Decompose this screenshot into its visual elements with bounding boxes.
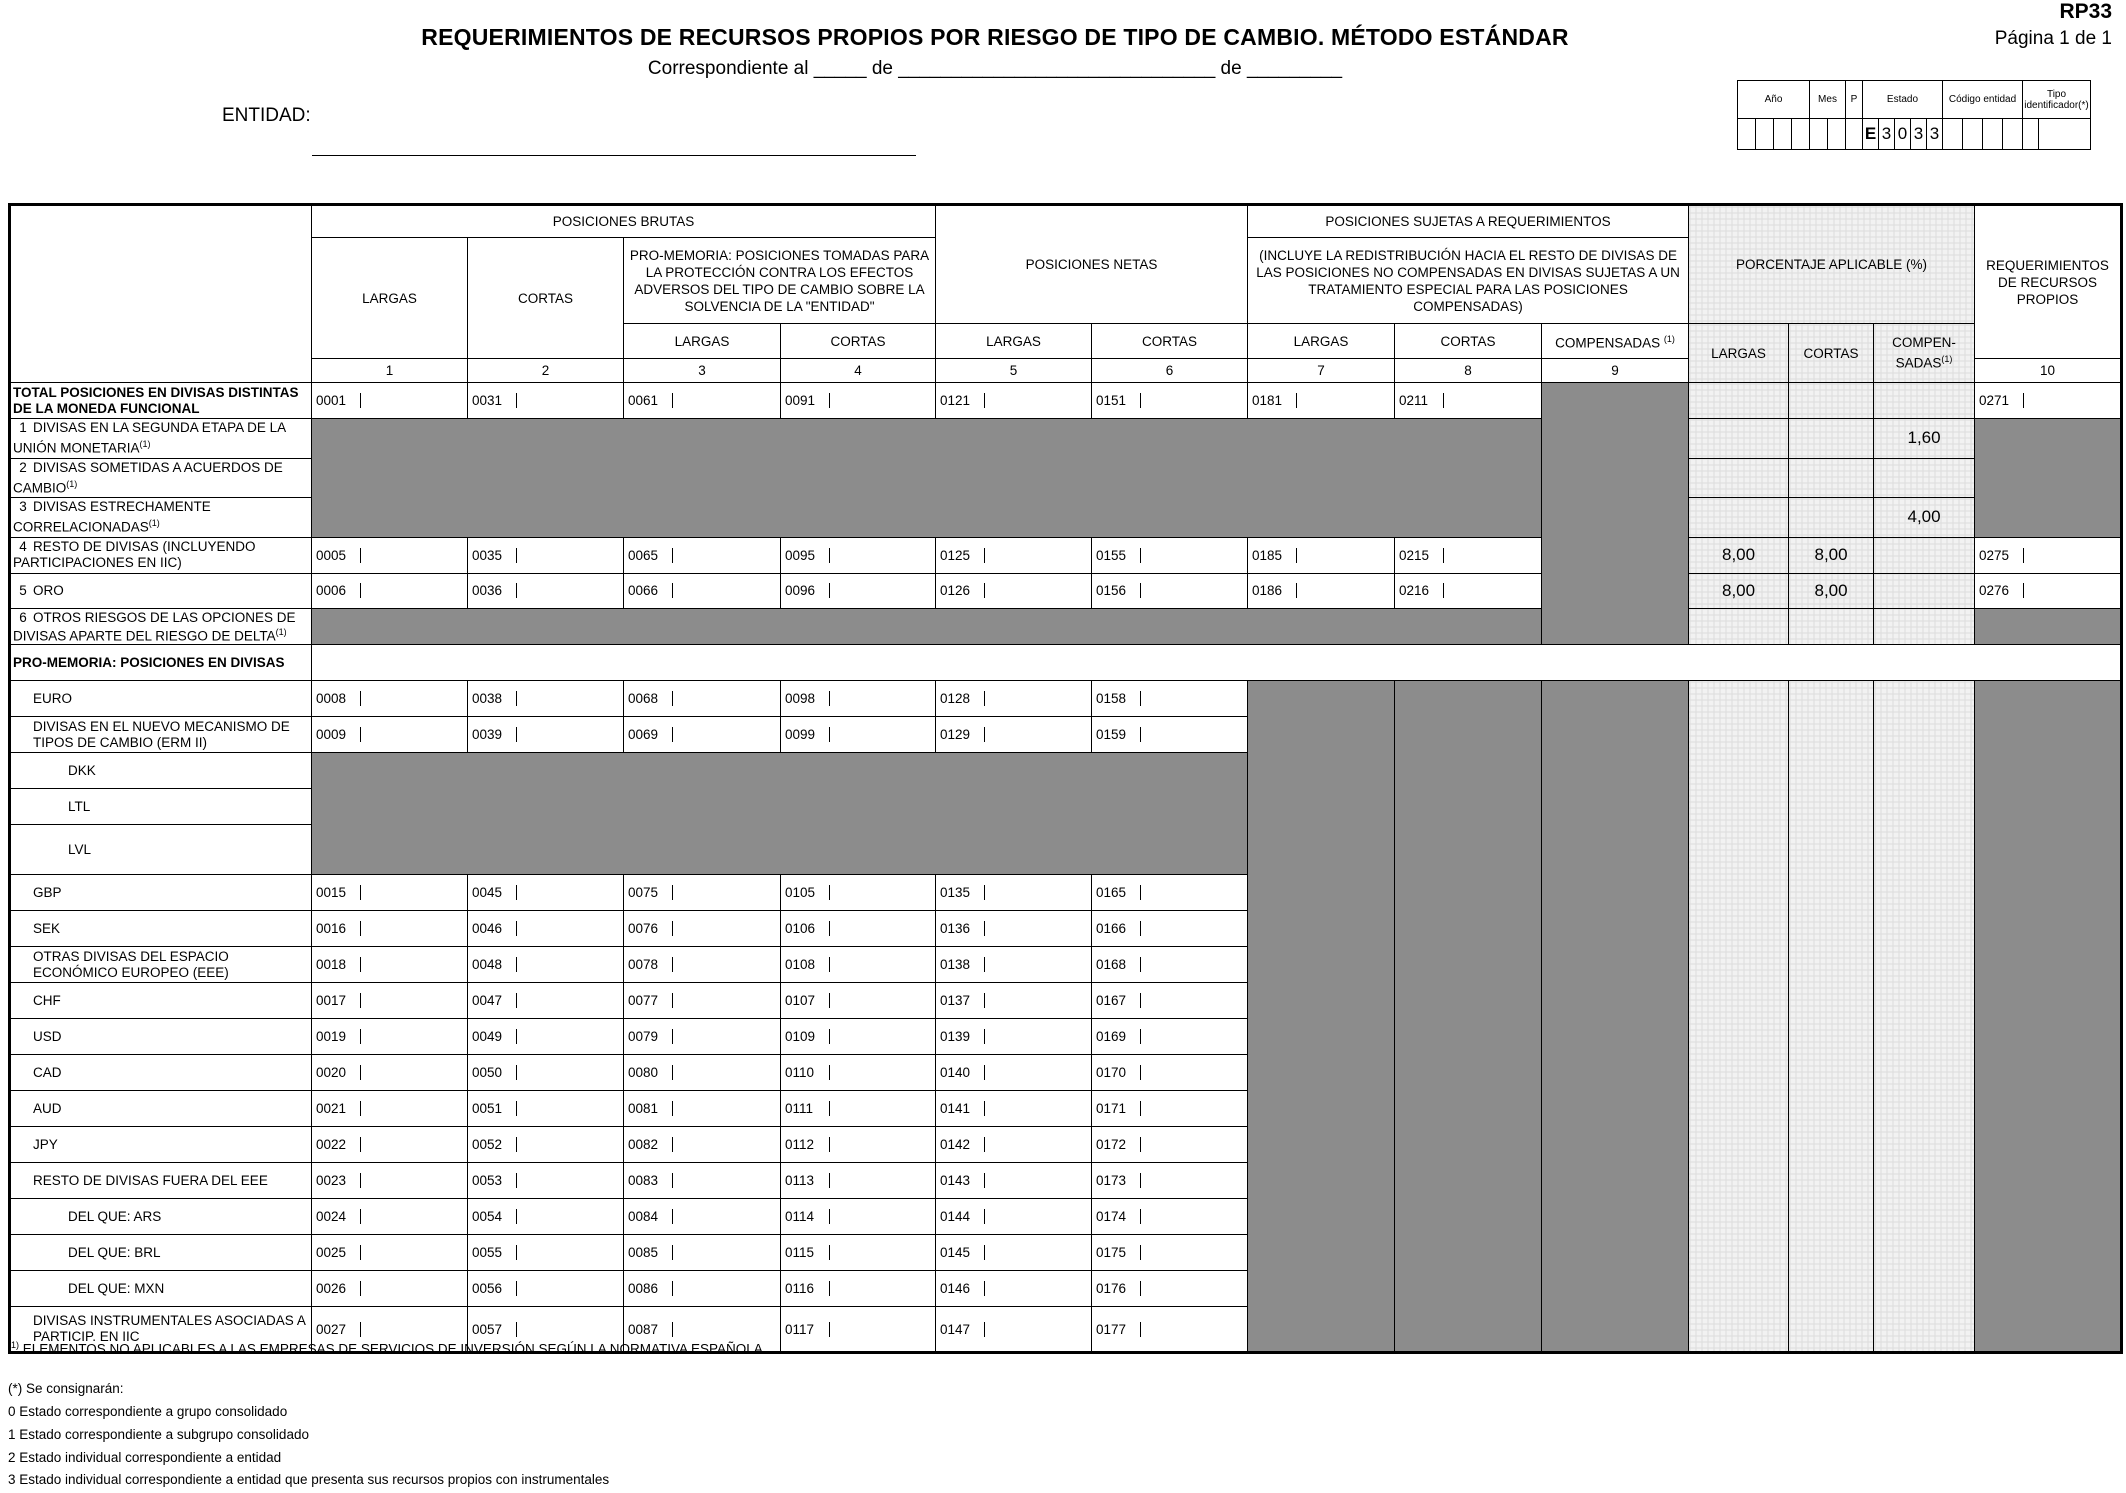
code-cell[interactable]: 0054 [468,1199,624,1235]
code-cell[interactable]: 0106 [781,911,936,947]
code-cell[interactable]: 0080 [624,1055,781,1091]
subject-positions-header: POSICIONES SUJETAS A REQUERIMIENTOS [1248,205,1689,238]
note-0: 0 Estado correspondiente a grupo consolidado [8,1404,288,1419]
code-cell[interactable]: 0016 [312,911,468,947]
code-cell[interactable]: 0069 [624,717,781,753]
code-cell[interactable]: 0143 [936,1163,1092,1199]
row-label-memo: PRO-MEMORIA: POSICIONES EN DIVISAS [10,645,312,681]
code-cell[interactable]: 0159 [1092,717,1248,753]
memo-short-header: CORTAS [781,324,936,359]
row-label-erm: DIVISAS EN EL NUEVO MECANISMO DE TIPOS DE CAMBIO (ERM II) [10,717,312,753]
gross-short-header: CORTAS [468,238,624,359]
code-cell[interactable]: 0165 [1092,875,1248,911]
code-cell[interactable]: 0139 [936,1019,1092,1055]
code-cell[interactable]: 0172 [1092,1127,1248,1163]
code-cell[interactable]: 0112 [781,1127,936,1163]
row-label-r1: 1 DIVISAS EN LA SEGUNDA ETAPA DE LA UNIÓN MONETARIA$^{(1)}$ [10,419,312,459]
code-cell[interactable]: 0117 [781,1307,936,1353]
entity-code-header: Código entidad [1943,81,2023,119]
col-number: 9 [1542,359,1689,383]
year-digit[interactable] [1756,119,1774,150]
code-cell[interactable]: 0038 [468,681,624,717]
gross-long-header: LARGAS [312,238,468,359]
code-cell[interactable]: 0053 [468,1163,624,1199]
col-number: 6 [1092,359,1248,383]
pct-cell [1689,383,1789,419]
col-number: 3 [624,359,781,383]
code-cell[interactable]: 0081 [624,1091,781,1127]
id-type-digit[interactable] [2023,119,2039,150]
table-row [10,383,2122,419]
row-label-chf: CHF [10,983,312,1019]
entity-code-digit[interactable] [1983,119,2003,150]
code-cell[interactable]: 0022 [312,1127,468,1163]
month-header: Mes [1810,81,1846,119]
row-label-euro: EURO [10,681,312,717]
code-cell[interactable]: 0015 [312,875,468,911]
year-digit[interactable] [1792,119,1810,150]
pct-value: 8,00 [1689,537,1789,573]
year-digit[interactable] [1774,119,1792,150]
state-digit: 3 [1927,119,1943,150]
id-type-digit[interactable] [2039,119,2091,150]
shaded-cell [1975,608,2122,645]
code-cell[interactable]: 0039 [468,717,624,753]
pct-cell [1689,458,1789,498]
identification-box [1737,80,2091,150]
shaded-column [1395,681,1542,1353]
shaded-block [312,419,1542,538]
period-line: Correspondiente al _____ de ______________________________ de _________ [647,58,1343,79]
code-cell[interactable]: 0057 [468,1307,624,1353]
code-cell[interactable]: 0019 [312,1019,468,1055]
code-cell[interactable]: 0135 [936,875,1092,911]
state-header: Estado [1863,81,1943,119]
row-label-ars: DEL QUE: ARS [10,1199,312,1235]
code-cell[interactable]: 0109 [781,1019,936,1055]
form-code: RP33 [2059,0,2112,23]
row-label-lvl: LVL [10,825,312,875]
code-cell[interactable]: 0048 [468,947,624,983]
code-cell[interactable]: 0275 [1975,537,2122,573]
row-label-ltl: LTL [10,789,312,825]
entity-label: ENTIDAD: [222,105,311,126]
code-cell[interactable]: 0174 [1092,1199,1248,1235]
code-cell[interactable]: 0027 [312,1307,468,1353]
code-cell[interactable]: 0155 [1092,537,1248,573]
subject-compensated-header: COMPENSADAS $^{(1)}$ [1542,324,1689,359]
row-label-r2: 2 DIVISAS SOMETIDAS A ACUERDOS DE CAMBIO$^{(1)}$ [10,458,312,498]
row-label-usd: USD [10,1019,312,1055]
code-cell[interactable]: 0061 [624,383,781,419]
code-cell[interactable]: 0111 [781,1091,936,1127]
code-cell[interactable]: 0216 [1395,573,1542,608]
shaded-block [312,753,1248,875]
code-cell[interactable]: 0008 [312,681,468,717]
col-number: 5 [936,359,1092,383]
code-cell[interactable]: 0144 [936,1199,1092,1235]
code-cell[interactable]: 0121 [936,383,1092,419]
code-cell[interactable]: 0077 [624,983,781,1019]
table-row [10,645,2122,681]
code-cell[interactable]: 0167 [1092,983,1248,1019]
col-number: 2 [468,359,624,383]
code-cell[interactable]: 0025 [312,1235,468,1271]
gross-positions-header: POSICIONES BRUTAS [312,205,936,238]
col-number: 1 [312,359,468,383]
row-label-rest: RESTO DE DIVISAS FUERA DEL EEE [10,1163,312,1199]
row-label-gbp: GBP [10,875,312,911]
pct-cell [1874,573,1975,608]
code-cell[interactable]: 0126 [936,573,1092,608]
row-label-brl: DEL QUE: BRL [10,1235,312,1271]
code-cell[interactable]: 0128 [936,681,1092,717]
row-label-r3: 3 DIVISAS ESTRECHAMENTE CORRELACIONADAS$^{(1)}$ [10,498,312,538]
shaded-column [1248,681,1395,1353]
net-positions-header: POSICIONES NETAS [936,205,1248,324]
code-cell[interactable]: 0084 [624,1199,781,1235]
code-cell[interactable]: 0170 [1092,1055,1248,1091]
code-cell[interactable]: 0017 [312,983,468,1019]
row-label-mxn: DEL QUE: MXN [10,1271,312,1307]
year-digit[interactable] [1738,119,1756,150]
code-cell[interactable]: 0181 [1248,383,1395,419]
code-cell[interactable]: 0085 [624,1235,781,1271]
pct-cell [1789,383,1874,419]
row-label-r6: 6 OTROS RIESGOS DE LAS OPCIONES DE DIVISAS APARTE DEL RIESGO DE DELTA$^{(1)}$ [10,608,312,645]
row-label-iic: DIVISAS INSTRUMENTALES ASOCIADAS A PARTICIP. EN IIC [10,1307,312,1353]
code-cell[interactable]: 0113 [781,1163,936,1199]
pct-value: 1,60 [1874,419,1975,459]
row-label-aud: AUD [10,1091,312,1127]
note-2: 2 Estado individual correspondiente a entidad [8,1450,282,1465]
code-cell[interactable]: 0166 [1092,911,1248,947]
code-cell[interactable]: 0051 [468,1091,624,1127]
table-row [10,537,2122,573]
shaded-cell [1542,383,1689,645]
code-cell[interactable]: 0075 [624,875,781,911]
code-cell[interactable]: 0031 [468,383,624,419]
code-cell[interactable]: 0141 [936,1091,1092,1127]
note-3: 3 Estado individual correspondiente a entidad que presenta sus recursos propios con instrumentales [8,1472,610,1487]
code-cell[interactable]: 0020 [312,1055,468,1091]
code-cell[interactable]: 0099 [781,717,936,753]
code-cell[interactable]: 0176 [1092,1271,1248,1307]
code-cell[interactable]: 0078 [624,947,781,983]
code-cell[interactable]: 0147 [936,1307,1092,1353]
empty-band [312,645,2122,681]
pct-column [1789,681,1874,1353]
shaded-column [1542,681,1689,1353]
code-cell[interactable]: 0098 [781,681,936,717]
code-cell[interactable]: 0052 [468,1127,624,1163]
code-cell[interactable]: 0175 [1092,1235,1248,1271]
row-label-r4: 4 RESTO DE DIVISAS (INCLUYENDO PARTICIPACIONES EN IIC) [10,537,312,573]
code-cell[interactable]: 0137 [936,983,1092,1019]
code-cell[interactable]: 0001 [312,383,468,419]
code-cell[interactable]: 0156 [1092,573,1248,608]
shaded-cell [1975,419,2122,538]
code-cell[interactable]: 0171 [1092,1091,1248,1127]
col-number: 8 [1395,359,1542,383]
pct-cell [1689,419,1789,459]
row-label-sek: SEK [10,911,312,947]
code-cell[interactable]: 0091 [781,383,936,419]
net-short-header: CORTAS [1092,324,1248,359]
code-cell[interactable]: 0140 [936,1055,1092,1091]
code-cell[interactable]: 0145 [936,1235,1092,1271]
id-type-header: Tipo identificador(*) [2023,81,2091,119]
pct-column [1874,681,1975,1353]
table-row [10,573,2122,608]
note-star: (*) Se consignarán: [8,1381,124,1396]
code-cell[interactable]: 0045 [468,875,624,911]
code-cell[interactable]: 0271 [1975,383,2122,419]
code-cell[interactable]: 0026 [312,1271,468,1307]
code-cell[interactable]: 0046 [468,911,624,947]
code-cell[interactable]: 0047 [468,983,624,1019]
pct-cell [1789,419,1874,459]
code-cell[interactable]: 0056 [468,1271,624,1307]
code-cell[interactable]: 0021 [312,1091,468,1127]
page-title: REQUERIMIENTOS DE RECURSOS PROPIOS POR RIESGO DE TIPO DE CAMBIO. MÉTODO ESTÁNDAR [421,24,1569,50]
subject-long-header: LARGAS [1248,324,1395,359]
pct-cell [1789,498,1874,538]
code-cell[interactable]: 0005 [312,537,468,573]
code-cell[interactable]: 0146 [936,1271,1092,1307]
code-cell[interactable]: 0158 [1092,681,1248,717]
subject-note: (INCLUYE LA REDISTRIBUCIÓN HACIA EL RESTO DE DIVISAS DE LAS POSICIONES NO COMPENSADAS EN DIVISAS SUJETAS A UN TRATAMIENTO ESPECIAL PARA LAS POSICIONES COMPENSADAS) [1248,238,1689,324]
page-number: Página 1 de 1 [1994,28,2112,49]
code-cell[interactable]: 0079 [624,1019,781,1055]
code-cell[interactable]: 0049 [468,1019,624,1055]
code-cell[interactable]: 0035 [468,537,624,573]
shaded-column [1975,681,2122,1353]
code-cell[interactable]: 0083 [624,1163,781,1199]
table-row [10,419,2122,459]
pct-header: PORCENTAJE APLICABLE (%) [1689,205,1975,324]
p-digit[interactable] [1846,119,1863,150]
shaded-block [312,608,1542,645]
pct-cell [1689,498,1789,538]
code-cell[interactable]: 0168 [1092,947,1248,983]
month-digit[interactable] [1810,119,1828,150]
code-cell[interactable]: 0087 [624,1307,781,1353]
code-cell[interactable]: 0276 [1975,573,2122,608]
pct-cell [1689,608,1789,645]
pct-value: 8,00 [1689,573,1789,608]
code-cell[interactable]: 0114 [781,1199,936,1235]
row-label-total: TOTAL POSICIONES EN DIVISAS DISTINTAS DE LA MONEDA FUNCIONAL [10,383,312,419]
code-cell[interactable]: 0055 [468,1235,624,1271]
code-cell[interactable]: 0115 [781,1235,936,1271]
pct-value: 4,00 [1874,498,1975,538]
pct-long-header: LARGAS [1689,324,1789,383]
row-label-eee: OTRAS DIVISAS DEL ESPACIO ECONÓMICO EUROPEO (EEE) [10,947,312,983]
code-cell[interactable]: 0211 [1395,383,1542,419]
pct-cell [1874,458,1975,498]
code-cell[interactable]: 0186 [1248,573,1395,608]
code-cell[interactable]: 0076 [624,911,781,947]
code-cell[interactable]: 0006 [312,573,468,608]
code-cell[interactable]: 0023 [312,1163,468,1199]
state-digit: 3 [1879,119,1895,150]
code-cell[interactable]: 0177 [1092,1307,1248,1353]
net-long-header: LARGAS [936,324,1092,359]
col-number: 4 [781,359,936,383]
code-cell[interactable]: 0142 [936,1127,1092,1163]
code-cell[interactable]: 0185 [1248,537,1395,573]
code-cell[interactable]: 0066 [624,573,781,608]
pct-value: 8,00 [1789,537,1874,573]
row-label-cad: CAD [10,1055,312,1091]
code-cell[interactable]: 0169 [1092,1019,1248,1055]
code-cell[interactable]: 0125 [936,537,1092,573]
col-number: 7 [1248,359,1395,383]
pct-short-header: CORTAS [1789,324,1874,383]
pct-cell [1874,383,1975,419]
month-digit[interactable] [1828,119,1846,150]
code-cell[interactable]: 0108 [781,947,936,983]
code-cell[interactable]: 0107 [781,983,936,1019]
pct-cell [1874,608,1975,645]
code-cell[interactable]: 0105 [781,875,936,911]
footnote: $^{(1)}$ ELEMENTOS NO APLICABLES A LAS EMPRESAS DE SERVICIOS DE INVERSIÓN SEGÚN LA NORMATIVA ESPAÑOLA [8,1340,763,1357]
code-cell[interactable]: 0116 [781,1271,936,1307]
subject-short-header: CORTAS [1395,324,1542,359]
requirements-header: REQUERIMIENTOS DE RECURSOS PROPIOS [1975,205,2122,359]
code-cell[interactable]: 0096 [781,573,936,608]
code-cell[interactable]: 0136 [936,911,1092,947]
code-cell[interactable]: 0151 [1092,383,1248,419]
code-cell[interactable]: 0129 [936,717,1092,753]
memo-header: PRO-MEMORIA: POSICIONES TOMADAS PARA LA PROTECCIÓN CONTRA LOS EFECTOS ADVERSOS DEL TIPO DE CAMBIO SOBRE LA SOLVENCIA DE LA "ENTIDAD" [624,238,936,324]
code-cell[interactable]: 0138 [936,947,1092,983]
state-digit: E [1863,119,1879,150]
code-cell[interactable]: 0082 [624,1127,781,1163]
row-label-dkk: DKK [10,753,312,789]
entity-code-digit[interactable] [1963,119,1983,150]
header-corner [10,205,312,383]
code-cell[interactable]: 0009 [312,717,468,753]
code-cell[interactable]: 0050 [468,1055,624,1091]
p-header: P [1846,81,1863,119]
col-number: 10 [1975,359,2122,383]
entity-field[interactable] [312,155,916,156]
code-cell[interactable]: 0110 [781,1055,936,1091]
entity-code-digit[interactable] [1943,119,1963,150]
form-table [8,203,2123,1354]
code-cell[interactable]: 0065 [624,537,781,573]
table-row [10,681,2122,717]
code-cell[interactable]: 0068 [624,681,781,717]
memo-long-header: LARGAS [624,324,781,359]
entity-code-digit[interactable] [2003,119,2023,150]
code-cell[interactable]: 0024 [312,1199,468,1235]
code-cell[interactable]: 0173 [1092,1163,1248,1199]
pct-cell [1789,458,1874,498]
table-row [10,608,2122,645]
pct-cell [1789,608,1874,645]
state-digit: 3 [1911,119,1927,150]
code-cell[interactable]: 0215 [1395,537,1542,573]
row-label-jpy: JPY [10,1127,312,1163]
code-cell[interactable]: 0036 [468,573,624,608]
state-digit: 0 [1895,119,1911,150]
pct-cell [1874,537,1975,573]
year-header: Año [1738,81,1810,119]
pct-value: 8,00 [1789,573,1874,608]
code-cell[interactable]: 0018 [312,947,468,983]
code-cell[interactable]: 0086 [624,1271,781,1307]
code-cell[interactable]: 0095 [781,537,936,573]
note-1: 1 Estado correspondiente a subgrupo consolidado [8,1427,309,1442]
pct-column [1689,681,1789,1353]
row-label-r5: 5 ORO [10,573,312,608]
pct-compensated-header: COMPEN- SADAS$^{(1)}$ [1874,324,1975,383]
